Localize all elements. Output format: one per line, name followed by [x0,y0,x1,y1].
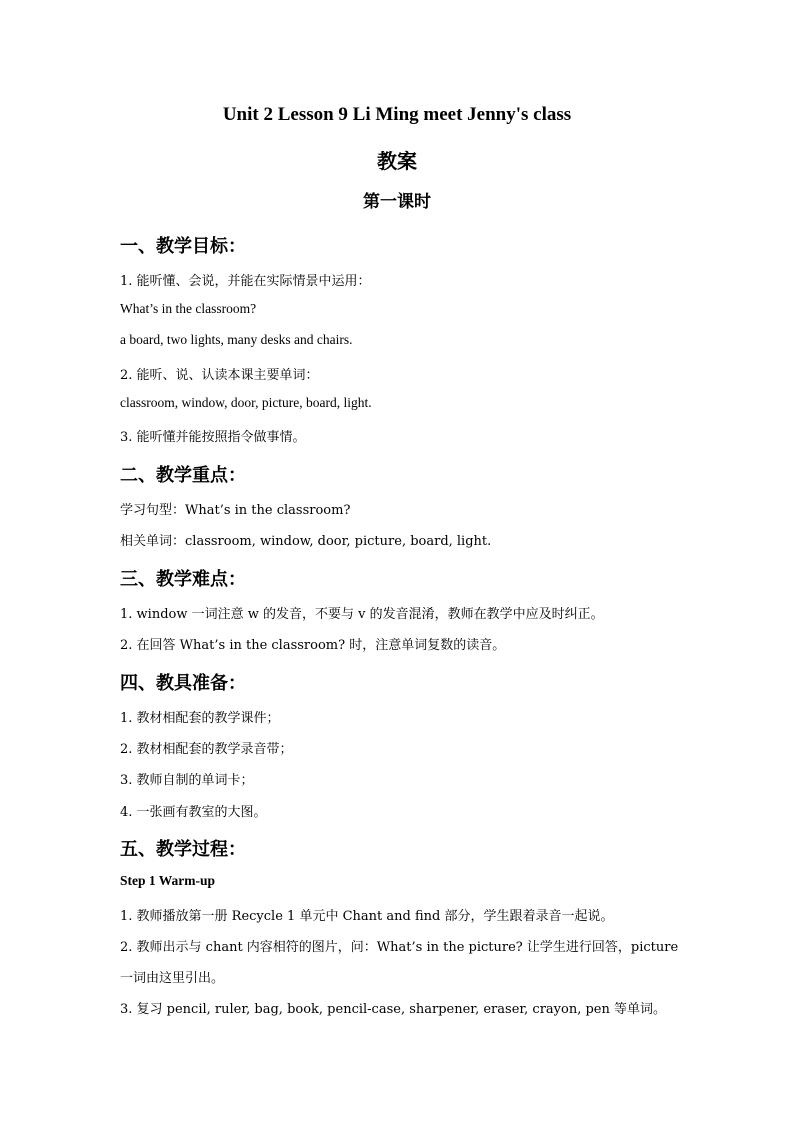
section-heading-objectives: 一、教学目标： [120,236,246,257]
section-heading-difficulties: 三、教学难点： [120,569,246,590]
procedure-line: 2. 教师出示与 chant 内容相符的图片，问：What’s in the picture? 让学生进行回答，picture [120,940,679,955]
difficulty-line: 2. 在回答 What’s in the classroom? 时，注意单词复数的读音。 [120,638,506,653]
procedure-line: 3. 复习 pencil, ruler, bag, book, pencil-case, sharpener, eraser, crayon, pen 等单词。 [120,1002,667,1017]
objective-line: What’s in the classroom? [120,301,257,316]
material-line: 1. 教材相配套的教学课件； [120,711,280,726]
objective-line: a board, two lights, many desks and chairs. [120,332,353,347]
section-heading-key-points: 二、教学重点： [120,465,246,486]
section-heading-procedure: 五、教学过程： [120,839,246,860]
objective-line: classroom, window, door, picture, board, light. [120,395,372,410]
objective-line: 3. 能听懂并能按照指令做事情。 [120,430,306,445]
step-heading: Step 1 Warm-up [120,873,216,888]
document-title: Unit 2 Lesson 9 Li Ming meet Jenny's class [222,104,572,125]
class-period: 第一课时 [363,192,431,212]
material-line: 4. 一张画有教室的大图。 [120,805,267,820]
procedure-line: 一词由这里引出。 [120,971,225,986]
key-point-line: 学习句型：What’s in the classroom? [120,503,351,518]
key-point-line: 相关单词：classroom, window, door, picture, board, light. [120,534,492,549]
material-line: 3. 教师自制的单词卡； [120,773,254,788]
difficulty-line: 1. window 一词注意 w 的发音，不要与 v 的发音混淆，教师在教学中应及时纠正。 [120,607,604,622]
objective-line: 2. 能听、说、认读本课主要单词： [120,368,319,383]
material-line: 2. 教材相配套的教学录音带； [120,742,293,757]
procedure-line: 1. 教师播放第一册 Recycle 1 单元中 Chant and find 部分，学生跟着录音一起说。 [120,909,614,924]
document-subtitle: 教案 [377,149,417,173]
objective-line: 1. 能听懂、会说，并能在实际情景中运用： [120,274,371,289]
section-heading-materials: 四、教具准备： [120,673,246,694]
